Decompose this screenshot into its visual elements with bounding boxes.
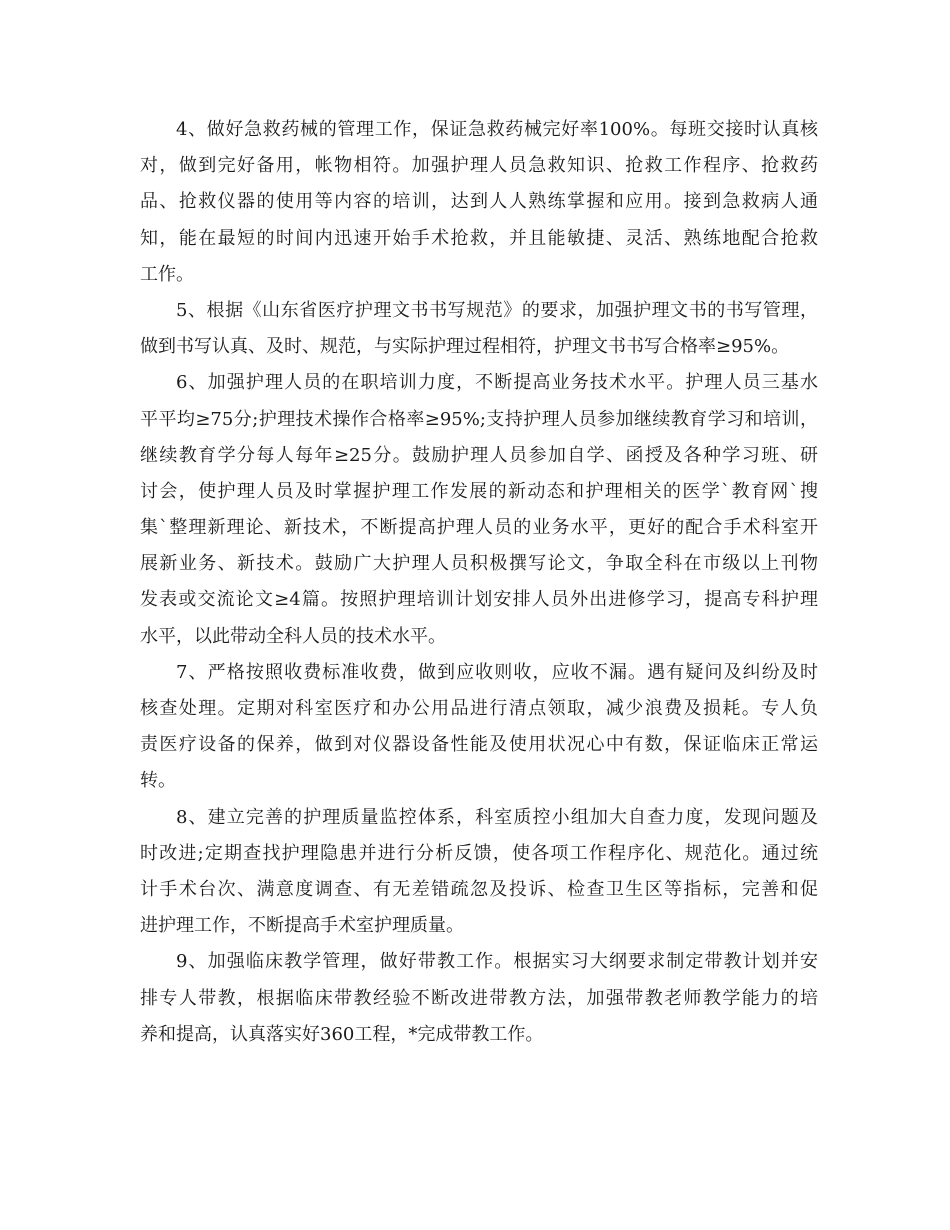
text-line: 对，做到完好备用，帐物相符。加强护理人员急救知识、抢救工作程序、抢救药 bbox=[140, 155, 818, 177]
text-line: 进护理工作，不断提高手术室护理质量。 bbox=[140, 915, 464, 937]
text-line: 工作。 bbox=[140, 263, 194, 285]
text-line: 时改进;定期查找护理隐患并进行分析反馈，使各项工作程序化、规范化。通过统 bbox=[140, 842, 818, 864]
document-body bbox=[140, 112, 818, 1053]
paragraph-item-8 bbox=[140, 800, 818, 945]
text-line: 排专人带教，根据临床带教经验不断改进带教方法，加强带教老师教学能力的培 bbox=[140, 987, 818, 1009]
text-line: 讨会，使护理人员及时掌握护理工作发展的新动态和护理相关的医学`教育网`搜 bbox=[140, 480, 818, 502]
text-line: 品、抢救仪器的使用等内容的培训，达到人人熟练掌握和应用。接到急救病人通 bbox=[140, 191, 818, 213]
text-line: 知，能在最短的时间内迅速开始手术抢救，并且能敏捷、灵活、熟练地配合抢救 bbox=[140, 227, 818, 249]
text-line: 平平均≥75分;护理技术操作合格率≥95%;支持护理人员参加继续教育学习和培训， bbox=[140, 408, 818, 430]
text-line: 责医疗设备的保养，做到对仪器设备性能及使用状况心中有数，保证临床正常运 bbox=[140, 734, 818, 756]
paragraph-item-4 bbox=[140, 112, 818, 293]
text-line: 核查处理。定期对科室医疗和办公用品进行清点领取，减少浪费及损耗。专人负 bbox=[140, 698, 818, 719]
text-line: 集`整理新理论、新技术，不断提高护理人员的业务水平，更好的配合手术科室开 bbox=[140, 517, 818, 539]
text-line: 做到书写认真、及时、规范，与实际护理过程相符，护理文书书写合格率≥95%。 bbox=[140, 336, 790, 358]
paragraph-item-6 bbox=[140, 365, 818, 655]
text-line: 5、根据《山东省医疗护理文书书写规范》的要求，加强护理文书的书写管理， bbox=[176, 299, 818, 321]
paragraph-item-7 bbox=[140, 655, 818, 800]
text-line: 8、建立完善的护理质量监控体系，科室质控小组加大自查力度，发现问题及 bbox=[176, 806, 818, 828]
text-line: 养和提高，认真落实好360工程，*完成带教工作。 bbox=[140, 1023, 544, 1045]
text-line: 转。 bbox=[140, 770, 176, 792]
text-line: 计手术台次、满意度调查、有无差错疏忽及投诉、检查卫生区等指标，完善和促 bbox=[140, 878, 818, 900]
text-line: 继续教育学分每人每年≥25分。鼓励护理人员参加自学、函授及各种学习班、研 bbox=[140, 444, 818, 466]
paragraph-item-9 bbox=[140, 944, 818, 1053]
text-line: 水平，以此带动全科人员的技术水平。 bbox=[140, 625, 446, 647]
text-line: 发表或交流论文≥4篇。按照护理培训计划安排人员外出进修学习，提高专科护理 bbox=[140, 589, 818, 611]
text-line: 6、加强护理人员的在职培训力度，不断提高业务技术水平。护理人员三基水 bbox=[176, 372, 818, 394]
paragraph-item-5 bbox=[140, 293, 818, 365]
text-line: 7、严格按照收费标准收费，做到应收则收，应收不漏。遇有疑问及纠纷及时 bbox=[176, 661, 818, 683]
text-line: 9、加强临床教学管理，做好带教工作。根据实习大纲要求制定带教计划并安 bbox=[176, 951, 818, 973]
text-line: 4、做好急救药械的管理工作，保证急救药械完好率100%。每班交接时认真核 bbox=[176, 119, 818, 140]
text-line: 展新业务、新技术。鼓励广大护理人员积极撰写论文，争取全科在市级以上刊物 bbox=[140, 553, 818, 575]
